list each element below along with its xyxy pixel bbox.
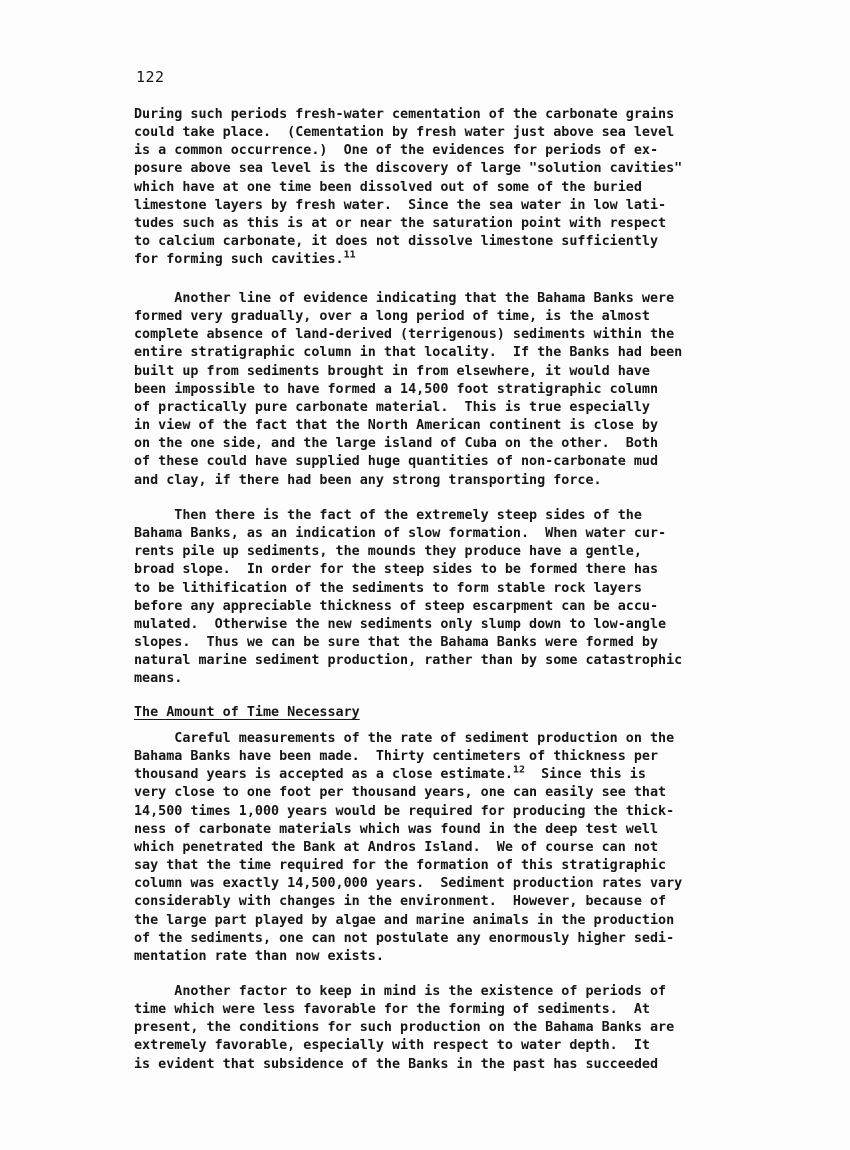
page-number: 122	[136, 68, 165, 86]
footnote-ref-11: 11	[343, 249, 356, 261]
paragraph-terrigenous-evidence	[134, 290, 682, 490]
section-heading: The Amount of Time Necessary	[134, 705, 360, 720]
paragraph-text: Another line of evidence indicating that the Bahama Banks were formed very gradually, over a long period of time, is the almost complete absence of land-derived (terrigenous) sediments within the entire stratigraphic column in that locality. If the Banks had been built up from sediments brought in from elsewhere, it would have been impossible to have formed a 14,500 foot stratigraphic column of practically pure carbonate material. This is true especially in view of the fact that the North American continent is close by on the one side, and the large island of Cuba on the other. Both of these could have supplied huge quantities of non-carbonate mud and clay, if there had been any strong transporting force.	[134, 291, 683, 488]
paragraph-steep-sides	[134, 507, 682, 689]
paragraph-cementation	[134, 106, 682, 269]
paragraph-sediment-rate	[134, 730, 682, 966]
paragraph-text: Then there is the fact of the extremely steep sides of the Bahama Banks, as an indication of slow formation. When water cur- rents pile up sediments, the mounds they produce have a gentle, broad slope. In order for the steep sides to be formed there has to be lithification of the sediments to form stable rock layers before any appreciable thickness of steep escarpment can be accu- mulated. Otherwise the new sediments only slump down to low-angle slopes. Thus we can be sure that the Bahama Banks were formed by natural marine sediment production, rather than by some catastrophic means.	[134, 508, 683, 687]
paragraph-text-lead: Careful measurements of the rate of sediment production on the Bahama Banks have been made. Thirty centimeters of thickness per thousand years is accepted as a close estimate.	[134, 731, 675, 783]
footnote-ref-12: 12	[512, 764, 525, 776]
paragraph-text-rest: Since this is very close to one foot per thousand years, one can easily see that 14,500 times 1,000 years would be required for producing the thick- ness of carbonate materials which was found in the deep test well which penetrated the Bank at Andros Island. We of course can not say that the time required for the formation of this stratigraphic column was exactly 14,500,000 years. Sediment production rates vary considerably with changes in the environment. However, because of the large part played by algae and marine animals in the production of the sediments, one can not postulate any enormously higher sedi- mentation rate than now exists.	[134, 767, 683, 964]
paragraph-favorable-periods	[134, 983, 674, 1074]
paragraph-text: Another factor to keep in mind is the existence of periods of time which were less favorable for the forming of sediments. At present, the conditions for such production on the Bahama Banks are extremely favorable, especially with respect to water depth. It is evident that subsidence of the Banks in the past has succeeded	[134, 984, 675, 1072]
paragraph-text: During such periods fresh-water cementation of the carbonate grains could take place. (Cementation by fresh water just above sea level is a common occurrence.) One of the evidences for periods of ex- posure above sea level is the discovery of large "solution cavities" which have at one time been dissolved out of some of the buried limestone layers by fresh water. Since the sea water in low lati- tudes such as this is at or near the saturation point with respect to calcium carbonate, it does not dissolve limestone sufficiently for forming such cavities.	[134, 107, 683, 268]
